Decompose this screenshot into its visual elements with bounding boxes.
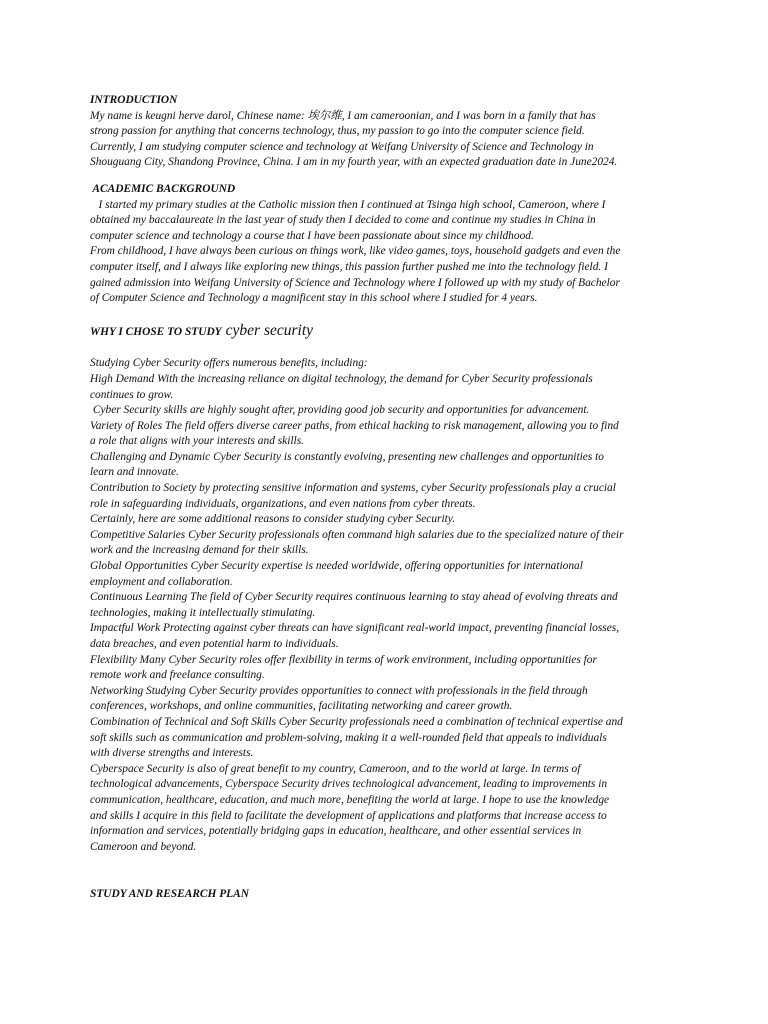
why-line: Continuous Learning The field of Cyber Security requires continuous learning to stay ahead of evolving threats and (90, 591, 618, 604)
why-line: Challenging and Dynamic Cyber Security is constantly evolving, presenting new challenges and opportunities to (90, 450, 604, 463)
why-line: Impactful Work Protecting against cyber threats can have significant real-world impact, preventing financial losses, (90, 622, 620, 635)
academic-line: computer science and technology a course that I have been passionate about since my childhood. (90, 229, 534, 242)
why-line: soft skills such as communication and problem-solving, making it a well-rounded field that appeals to individuals (90, 731, 607, 744)
why-line: information and services, potentially bridging gaps in education, healthcare, and other essential services in (90, 825, 582, 838)
why-heading (90, 323, 680, 341)
introduction-line: Shouguang City, Shandong Province, China. I am in my fourth year, with an expected graduation date in June2024. (90, 156, 618, 169)
academic-body (90, 198, 680, 307)
introduction-line: Currently, I am studying computer science and technology at Weifang University of Science and Technology in (90, 140, 594, 153)
academic-line: From childhood, I have always been curious on things work, like video games, toys, household gadgets and even the (90, 245, 621, 258)
why-line: communication, healthcare, education, and much more, benefiting the world at large. I hope to use the knowledge (90, 793, 610, 806)
academic-line: I started my primary studies at the Catholic mission then I continued at Tsinga high school, Cameroon, where I (90, 198, 606, 211)
academic-line: obtained my baccalaureate in the last year of study then I decided to come and continue my studies in China in (90, 214, 596, 227)
academic-line: gained admission into Weifang University of Science and Technology where I followed up with my study of Bachelor (90, 276, 620, 289)
why-line: Cyber Security skills are highly sought after, providing good job security and opportunities for advancement. (90, 404, 590, 417)
document-page (90, 93, 680, 903)
introduction-line: strong passion for anything that concerns technology, thus, my passion to go into the computer science field. (90, 125, 585, 138)
introduction-heading: INTRODUCTION (90, 94, 178, 106)
why-line: role in safeguarding individuals, organizations, and even nations from cyber threats. (90, 497, 476, 510)
why-line: technologies, making it intellectually stimulating. (90, 606, 316, 619)
why-line: technological advancements, Cyberspace Security drives technological advancement, leading to improvements in (90, 778, 608, 791)
why-line: Global Opportunities Cyber Security expertise is needed worldwide, offering opportunities for international (90, 560, 583, 573)
why-line: and skills I acquire in this field to facilitate the development of applications and platforms that increase access to (90, 809, 607, 822)
why-line: Competitive Salaries Cyber Security professionals often command high salaries due to the specialized nature of their (90, 528, 624, 541)
why-line: Cyberspace Security is also of great benefit to my country, Cameroon, and to the world at large. In terms of (90, 762, 581, 775)
why-heading-bold: WHY I CHOSE TO STUDY (90, 325, 222, 338)
why-line: a role that aligns with your interests and skills. (90, 435, 304, 448)
why-heading-large: cyber security (225, 321, 314, 339)
why-line: employment and collaboration. (90, 575, 233, 588)
study-heading: STUDY AND RESEARCH PLAN (90, 888, 249, 901)
academic-heading: ACADEMIC BACKGROUND (90, 182, 236, 195)
introduction-body (90, 109, 680, 171)
why-line: work and the increasing demand for their skills. (90, 544, 309, 557)
why-line: Certainly, here are some additional reasons to consider studying cyber Security. (90, 513, 456, 526)
why-line: conferences, workshops, and online communities, facilitating networking and career growth. (90, 700, 513, 713)
why-line: remote work and freelance consulting. (90, 669, 265, 682)
why-line: Networking Studying Cyber Security provides opportunities to connect with professionals in the field through (90, 684, 588, 697)
introduction-line: My name is keugni herve darol, Chinese name: 埃尔维, I am cameroonian, and I was born in a family that has (90, 109, 596, 122)
why-line: continues to grow. (90, 388, 174, 401)
why-line: learn and innovate. (90, 466, 179, 479)
academic-line: of Computer Science and Technology a magnificent stay in this school where I studied for 4 years. (90, 292, 538, 305)
why-line: data breaches, and even potential harm to individuals. (90, 638, 339, 650)
why-line: Variety of Roles The field offers diverse career paths, from ethical hacking to risk management, allowing you to find (90, 419, 619, 432)
why-body (90, 356, 680, 855)
why-line: Combination of Technical and Soft Skills Cyber Security professionals need a combination of technical expertise and (90, 715, 623, 728)
why-line: High Demand With the increasing reliance on digital technology, the demand for Cyber Security professionals (90, 372, 593, 385)
why-line: Contribution to Society by protecting sensitive information and systems, cyber Security professionals play a crucial (90, 482, 616, 495)
academic-line: computer itself, and I always like exploring new things, this passion further pushed me into the technology field. I (90, 260, 608, 273)
why-line: Flexibility Many Cyber Security roles offer flexibility in terms of work environment, including opportunities for (90, 653, 597, 666)
why-line: Studying Cyber Security offers numerous benefits, including: (90, 357, 368, 370)
why-line: with diverse strengths and interests. (90, 747, 254, 760)
why-line: Cameroon and beyond. (90, 840, 197, 853)
